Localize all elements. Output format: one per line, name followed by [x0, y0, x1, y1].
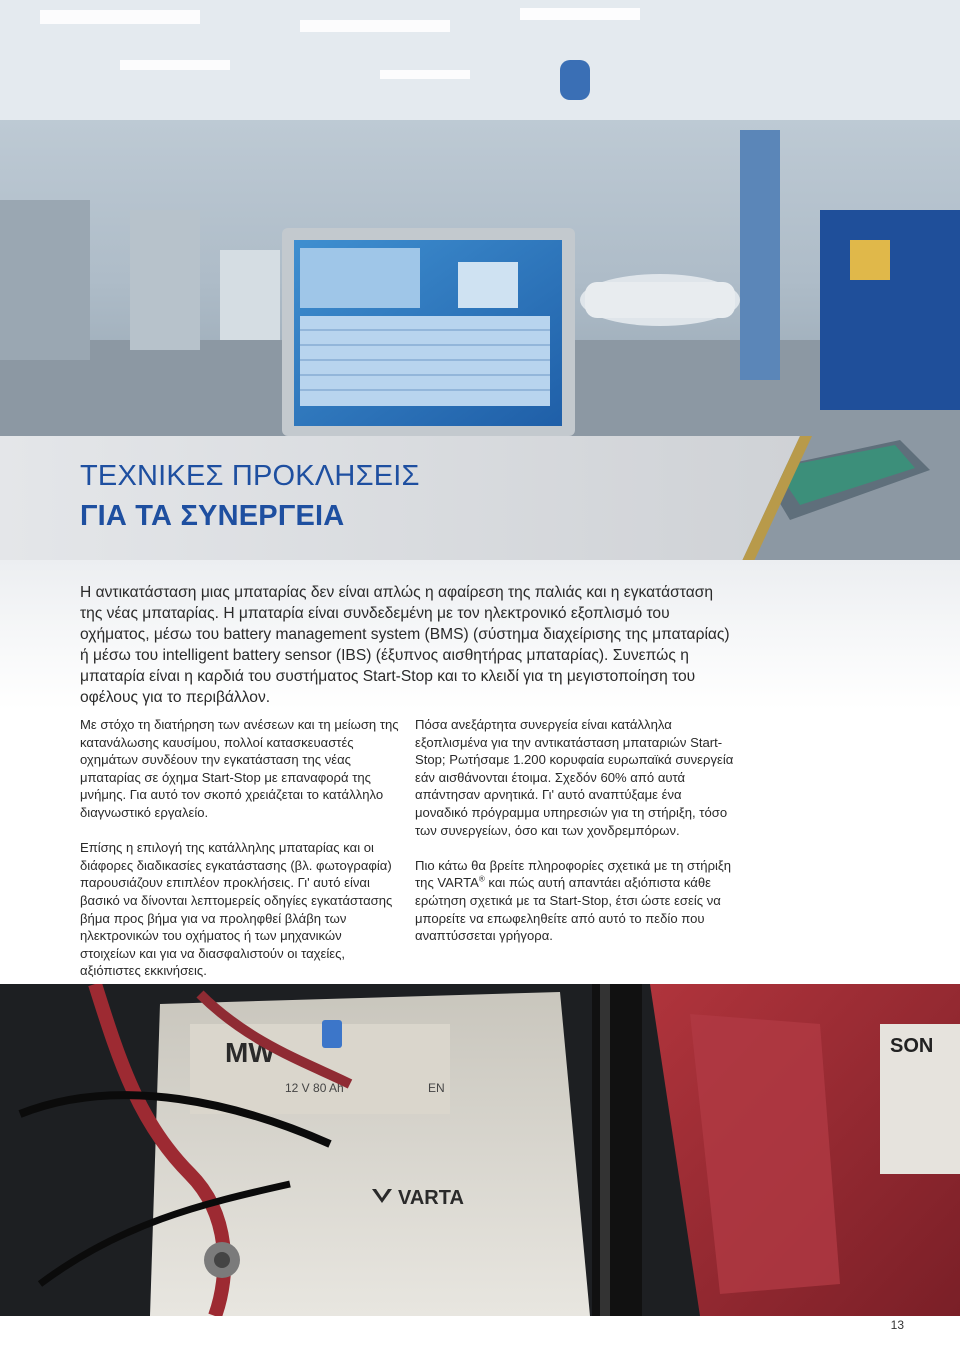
page-title	[80, 458, 720, 534]
intro-paragraph: Η αντικατάσταση μιας μπαταρίας δεν είναι απλώς η αφαίρεση της παλιάς και η εγκατάσταση της νέας μπαταρίας. Η μπαταρία είναι συνδεδεμένη με τον ηλεκτρονικό εξοπλισμό του οχήματος, μέσω του battery management system (BMS) (σύστημα διαχείρισης της μπαταρίας) ή μέσω του intelligent battery sensor (IBS) (έξυπνος αισθητήρας μπαταρίας). Συνεπώς η μπαταρία είναι η καρδιά του συστήματος Start-Stop και το κλειδί για τη μεγιστοποίηση του οφέλους για το περιβάλλον.	[80, 584, 730, 706]
left-paragraph-1: Με στόχο τη διατήρηση των ανέσεων και τη μείωση της κατανάλωσης καυσίμου, πολλοί κατασκευαστές οχημάτων συνδέουν την εγκατάσταση της νέας μπαταρίας σε όχημα Start-Stop με επαναφορά της μνήμης. Για αυτό τον σκοπό χρειάζεται το κατάλληλο διαγνωστικό εργαλείο.	[80, 717, 399, 820]
left-column	[80, 716, 400, 998]
battery-code-text: ΕΝ	[428, 1081, 445, 1095]
title-line-1: ΤΕΧΝΙΚΕΣ ΠΡΟΚΛΗΣΕΙΣ	[80, 460, 420, 492]
varta-logo-text: VARTA	[398, 1187, 464, 1209]
right-column	[415, 716, 735, 962]
title-line-2: ΓΙΑ ΤΑ ΣΥΝΕΡΓΕΙΑ	[80, 500, 345, 532]
page-number: 13	[890, 1318, 904, 1332]
right-paragraph-1: Πόσα ανεξάρτητα συνεργεία είναι κατάλληλα εξοπλισμένα για την αντικατάσταση μπαταριών Start-Stop; Ρωτήσαμε 1.200 κορυφαία ευρωπαϊκά συνεργεία εάν αισθάνονται έτοιμα. Σχεδόν 60% από αυτά απάντησαν αρνητικά. Γι' αυτό αναπτύξαμε ένα μοναδικό πρόγραμμα υπηρεσιών για τη στήριξη, τόσο των συνεργείων, όσο και των χονδρεμπόρων.	[415, 717, 734, 838]
right-paragraph-2-part-a: Πιο κάτω θα βρείτε πληροφορίες σχετικά με τη στήριξη της VARTA	[415, 857, 732, 891]
battery-spec-text: 12 V 80 Ah	[285, 1081, 344, 1095]
registered-mark: ®	[478, 874, 485, 884]
side-label-text: SON	[890, 1035, 934, 1057]
right-paragraph-2-part-b: και πώς αυτή απαντάει αξιόπιστα κάθε ερώτηση σχετικά με τα Start-Stop, έτσι ώστε εσείς να μπορείτε να επωφεληθείτε από αυτό το πεδίο που αναπτύσσεται γρήγορα.	[415, 875, 721, 944]
battery-installation-photo	[0, 984, 960, 1316]
right-paragraph-2	[415, 857, 735, 945]
left-paragraph-2: Επίσης η επιλογή της κατάλληλης μπαταρίας και οι διάφορες διαδικασίες εγκατάστασης (βλ. φωτογραφία) παρουσιάζουν επιπλέον προκλήσεις. Γι' αυτό είναι βασικό να δίνονται λεπτομερείς οδηγίες εγκατάστασης βήμα προς βήμα για να προληφθεί βλάβη των ηλεκτρονικών του οχήματος ή των μηχανικών στοιχείων και για να διασφαλιστούν οι ταχείες, αξιόπιστες εκκινήσεις.	[80, 840, 393, 979]
battery-label-text: MW	[225, 1037, 275, 1068]
